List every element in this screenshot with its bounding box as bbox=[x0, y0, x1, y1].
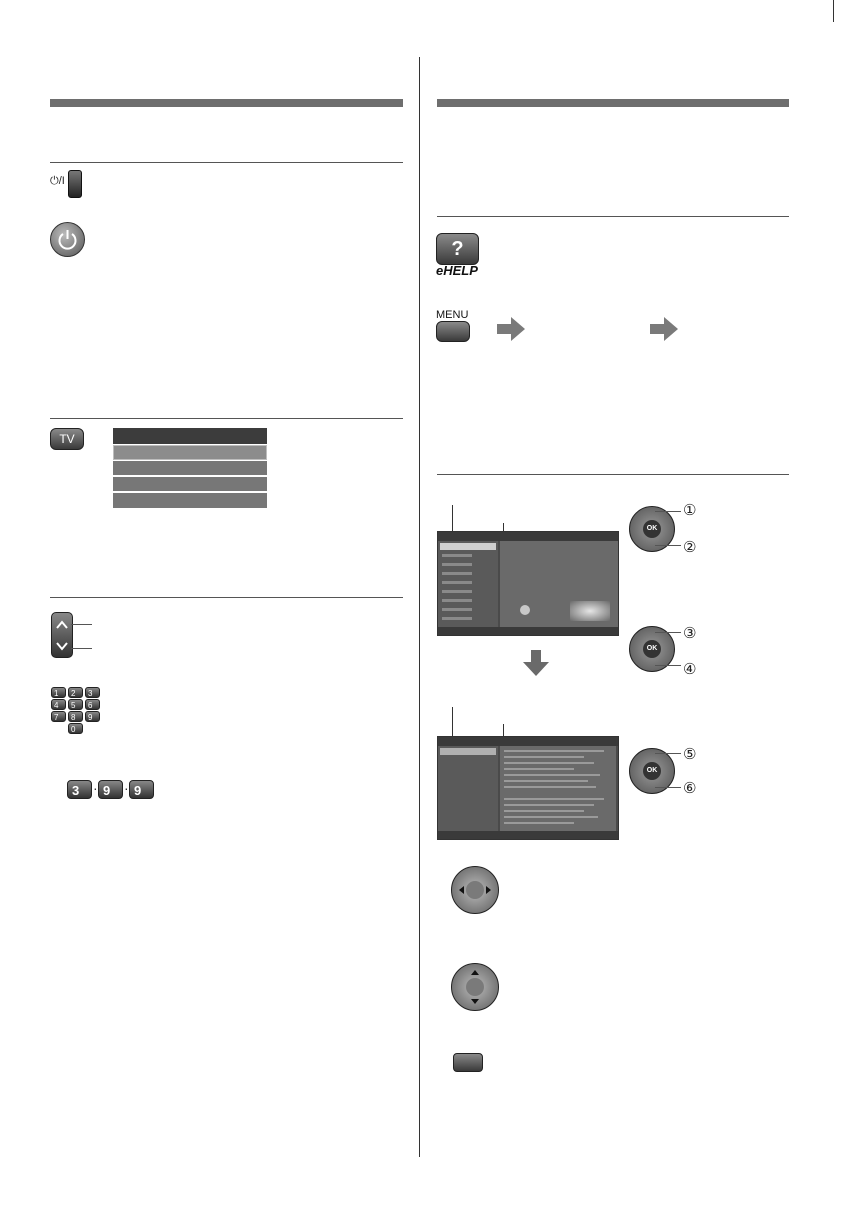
screen-content-text bbox=[500, 746, 616, 831]
tv-button-label: TV bbox=[59, 432, 75, 446]
key-6[interactable]: 6 bbox=[85, 699, 100, 710]
step-pointer-2 bbox=[655, 545, 681, 546]
right-arrow-icon bbox=[650, 317, 678, 341]
left-rule-3 bbox=[50, 597, 403, 598]
key-5[interactable]: 5 bbox=[68, 699, 83, 710]
step-number-5: ⑤ bbox=[683, 745, 697, 763]
screen-bottom-bar bbox=[438, 831, 618, 839]
screen-sidebar-item-selected bbox=[440, 748, 496, 755]
screen-sidebar-item bbox=[442, 599, 472, 602]
key-4[interactable]: 4 bbox=[51, 699, 66, 710]
channel-up-down-button[interactable] bbox=[51, 612, 73, 658]
right-rule-1 bbox=[437, 216, 789, 217]
screen-content-globe bbox=[520, 605, 530, 615]
example-separator-1: · bbox=[93, 780, 98, 796]
key-9[interactable]: 9 bbox=[85, 711, 100, 722]
page-edge-mark bbox=[833, 0, 834, 22]
tv-select-option-4[interactable] bbox=[113, 493, 267, 508]
step-number-2: ② bbox=[683, 538, 697, 556]
step-number-1: ① bbox=[683, 501, 697, 519]
left-rule-2 bbox=[50, 418, 403, 419]
screen-sidebar-item bbox=[442, 554, 472, 557]
key-3[interactable]: 3 bbox=[85, 687, 100, 698]
ok-button[interactable]: OK bbox=[643, 762, 661, 780]
screen-sidebar-item bbox=[442, 590, 472, 593]
menu-button[interactable] bbox=[436, 321, 470, 342]
screen-top-bar bbox=[438, 737, 618, 746]
cursor-pad-up-down[interactable] bbox=[451, 963, 499, 1011]
cursor-up-down-icon bbox=[452, 964, 498, 1010]
screen-bottom-bar bbox=[438, 627, 618, 635]
key-8[interactable]: 8 bbox=[68, 711, 83, 722]
screen-content bbox=[500, 541, 618, 627]
cursor-pad-left-right[interactable] bbox=[451, 866, 499, 914]
screen-sidebar bbox=[438, 541, 498, 627]
ehelp-button[interactable] bbox=[436, 233, 479, 265]
key-2[interactable]: 2 bbox=[68, 687, 83, 698]
power-switch-label: ⏻/I bbox=[50, 175, 65, 187]
channel-down-pointer bbox=[71, 648, 92, 649]
tv-select-menu bbox=[113, 428, 267, 509]
key-1[interactable]: 1 bbox=[51, 687, 66, 698]
screen-sidebar-item bbox=[442, 617, 472, 620]
ok-button[interactable]: OK bbox=[643, 640, 661, 658]
menu-button-label: MENU bbox=[436, 309, 469, 321]
tv-select-option-2[interactable] bbox=[113, 461, 267, 475]
key-0[interactable]: 0 bbox=[68, 723, 83, 734]
cursor-left-right-icon bbox=[452, 867, 498, 913]
power-button[interactable] bbox=[50, 222, 85, 257]
tv-select-option-1[interactable] bbox=[113, 445, 267, 460]
step-pointer-4 bbox=[655, 665, 681, 666]
numeric-keypad bbox=[51, 687, 101, 734]
ok-button[interactable]: OK bbox=[643, 520, 661, 538]
key-7[interactable]: 7 bbox=[51, 711, 66, 722]
screen-sidebar-item-selected bbox=[440, 543, 496, 550]
power-switch-button[interactable] bbox=[68, 170, 82, 198]
help-question-icon: ? bbox=[451, 238, 464, 260]
step-pointer-6 bbox=[655, 787, 681, 788]
right-rule-2 bbox=[437, 474, 789, 475]
return-button[interactable] bbox=[453, 1053, 483, 1072]
example-key-9a: 9 bbox=[98, 780, 123, 799]
example-key-3: 3 bbox=[67, 780, 92, 799]
chevron-up-icon bbox=[52, 615, 72, 635]
tv-select-option-3[interactable] bbox=[113, 477, 267, 491]
screen-sidebar-item bbox=[442, 608, 472, 611]
ehelp-screen-main bbox=[437, 531, 619, 636]
ehelp-screen-detail bbox=[437, 736, 619, 840]
left-section-bar bbox=[50, 99, 403, 107]
step-number-4: ④ bbox=[683, 660, 697, 678]
step-number-3: ③ bbox=[683, 624, 697, 642]
screen-sidebar bbox=[438, 746, 498, 831]
step-pointer-3 bbox=[655, 632, 681, 633]
screen-sidebar-item bbox=[442, 572, 472, 575]
left-rule-1 bbox=[50, 162, 403, 163]
ehelp-label: eHELP bbox=[436, 263, 478, 278]
tv-select-menu-header bbox=[113, 428, 267, 444]
tv-button[interactable] bbox=[50, 428, 84, 450]
chevron-down-icon bbox=[52, 636, 72, 656]
step-number-6: ⑥ bbox=[683, 779, 697, 797]
right-section-bar bbox=[437, 99, 789, 107]
screen-content-illustration bbox=[570, 601, 610, 621]
down-arrow-icon bbox=[523, 650, 549, 676]
example-separator-2: · bbox=[124, 780, 129, 796]
right-arrow-icon bbox=[497, 317, 525, 341]
step-pointer-1 bbox=[655, 511, 681, 512]
screen-sidebar-item bbox=[442, 581, 472, 584]
screen-top-bar bbox=[438, 532, 618, 541]
example-key-9b: 9 bbox=[129, 780, 154, 799]
column-divider bbox=[419, 57, 420, 1157]
screen-sidebar-item bbox=[442, 563, 472, 566]
power-icon bbox=[51, 223, 84, 256]
step-pointer-5 bbox=[655, 753, 681, 754]
channel-up-pointer bbox=[71, 624, 92, 625]
